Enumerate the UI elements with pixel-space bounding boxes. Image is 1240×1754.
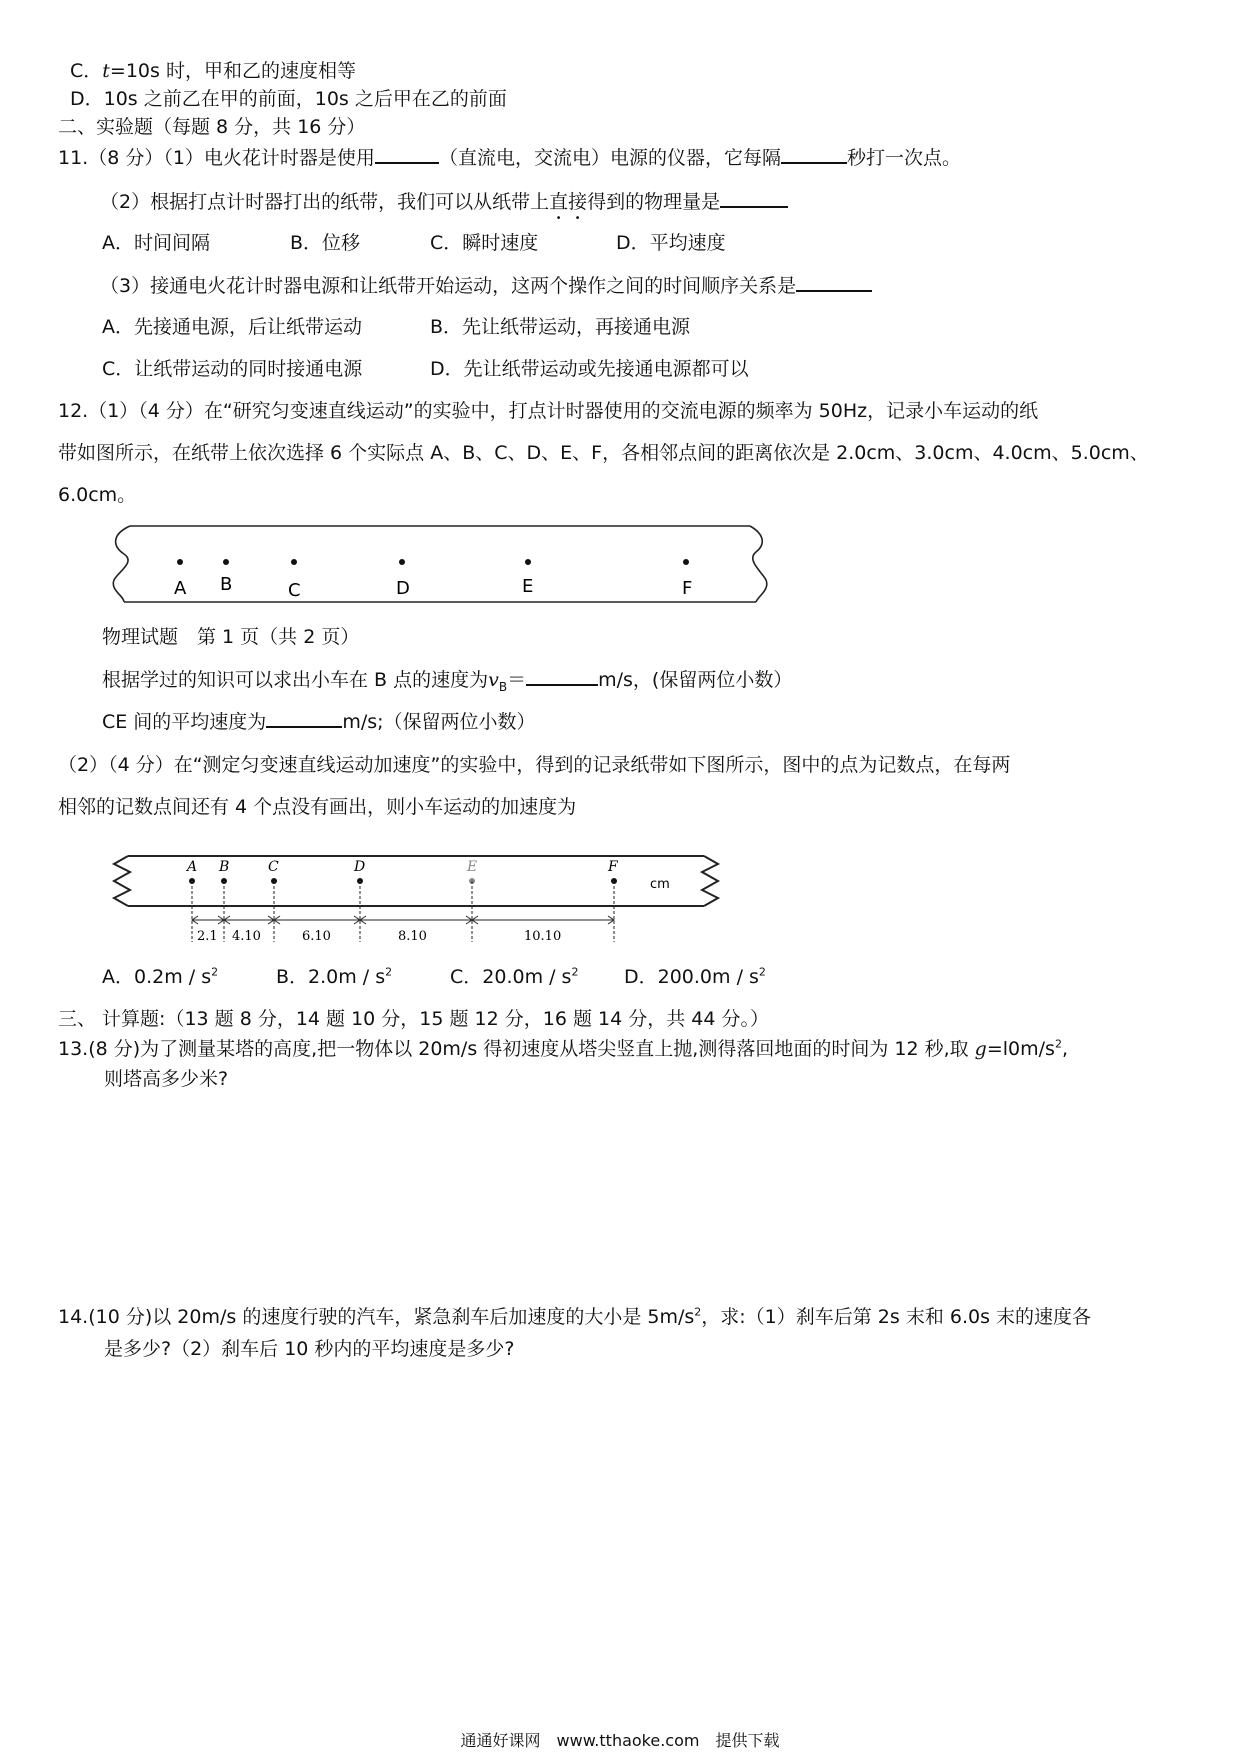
- page-note: 物理试题 第 1 页（共 2 页）: [102, 626, 360, 648]
- q12-ce-line: CE 间的平均速度为 m/s;（保留两位小数）: [102, 708, 536, 735]
- q11-p3-option-a[interactable]: A．先接通电源，后让纸带运动: [102, 316, 362, 338]
- q14-line2: 是多少?（2）刹车后 10 秒内的平均速度是多少?: [104, 1338, 515, 1360]
- distance-label: 6.10: [302, 929, 331, 944]
- q12-option-c[interactable]: C．$20.0m / s^2$: [450, 965, 579, 988]
- tape-label: B: [219, 859, 230, 875]
- q11-part3: （3）接通电火花计时器电源和让纸带开始运动，这两个操作之间的时间顺序关系是: [100, 272, 872, 299]
- q11-option-c[interactable]: C．瞬时速度: [430, 232, 539, 254]
- q12-p1-line1: 12.（1）（4 分）在“研究匀变速直线运动”的实验中，打点计时器使用的交流电源的频率为 50Hz，记录小车运动的纸: [58, 400, 1039, 422]
- q12-p1-line3: 6.0cm。: [58, 484, 137, 506]
- tape-label: D: [354, 859, 366, 875]
- q11-part1: 11.（8 分）（1）电火花计时器是使用 （直流电，交流电）电源的仪器，它每隔 秒打一次点。: [58, 144, 961, 171]
- distance-label: 4.10: [232, 929, 261, 944]
- unit-label: cm: [650, 877, 670, 892]
- distance-label: 10.10: [524, 929, 562, 944]
- tape-label: F: [682, 578, 693, 599]
- option-d-prev: D．10s 之前乙在甲的前面，10s 之后甲在乙的前面: [70, 88, 507, 110]
- q14-line1: 14.(10 分)以 20m/s 的速度行驶的汽车，紧急刹车后加速度的大小是 $5m/s^2$，求:（1）刹车后第 2s 末和 6.0s 末的速度各: [58, 1305, 1092, 1328]
- page-footer: 通通好课网 www.tthaoke.com 提供下载: [460, 1731, 780, 1750]
- q12-p1-line2: 带如图所示，在纸带上依次选择 6 个实际点 A、B、C、D、E、F，各相邻点间的距离依次是 2.0cm、3.0cm、4.0cm、5.0cm、: [58, 442, 1149, 464]
- distance-label: 8.10: [398, 929, 427, 944]
- tape-label: C: [268, 859, 279, 875]
- q12-p2-line1: （2）（4 分）在“测定匀变速直线运动加速度”的实验中，得到的记录纸带如下图所示，图中的点为记数点，在每两: [58, 754, 1011, 776]
- section-3-title: 三、 计算题:（13 题 8 分，14 题 10 分，15 题 12 分，16 题 14 分，共 44 分。）: [58, 1008, 769, 1030]
- tape-dot: [291, 559, 297, 565]
- tape-dot: [525, 559, 531, 565]
- answer-blank[interactable]: [266, 708, 342, 728]
- emphasis-text: 直接: [549, 191, 588, 213]
- q12-vb-line: 根据学过的知识可以求出小车在 B 点的速度为$v_B= m/s$，(保留两位小数）: [102, 666, 792, 693]
- distance-label: 2.1: [197, 929, 218, 944]
- q12-option-a[interactable]: A．$0.2m / s^2$: [102, 965, 219, 988]
- q11-p3-option-c[interactable]: C．让纸带运动的同时接通电源: [102, 358, 363, 380]
- section-2-title: 二、实验题（每题 8 分，共 16 分）: [58, 116, 366, 138]
- answer-blank[interactable]: [781, 144, 847, 164]
- tape-label: B: [220, 574, 233, 595]
- tape-dot: [177, 559, 183, 565]
- tape-label: D: [396, 578, 410, 599]
- tape-label: C: [288, 580, 301, 601]
- answer-blank[interactable]: [720, 188, 788, 208]
- tape-label: A: [187, 859, 198, 875]
- tape-label: A: [174, 578, 187, 599]
- paper-tape-figure-1: [110, 520, 770, 610]
- q12-option-b[interactable]: B．$2.0m / s^2$: [276, 965, 393, 988]
- q12-option-d[interactable]: D．$200.0m / s^2$: [624, 965, 766, 988]
- tape-dot: [223, 559, 229, 565]
- q12-p2-line2: 相邻的记数点间还有 4 个点没有画出，则小车运动的加速度为: [58, 796, 577, 818]
- tape-label: E: [467, 859, 478, 875]
- tape-label: F: [608, 859, 618, 875]
- q11-option-d[interactable]: D．平均速度: [616, 232, 726, 254]
- option-c-prev: C．t=10s 时，甲和乙的速度相等: [70, 60, 356, 82]
- q13-line1: 13.(8 分)为了测量某塔的高度,把一物体以 20m/s 得初速度从塔尖竖直上抛,测得落回地面的时间为 12 秒,取 $g=l0m/s^2$,: [58, 1037, 1068, 1060]
- q11-option-b[interactable]: B．位移: [290, 232, 361, 254]
- q11-p3-option-d[interactable]: D．先让纸带运动或先接通电源都可以: [430, 358, 749, 380]
- tape-label: E: [522, 576, 534, 597]
- q11-p3-option-b[interactable]: B．先让纸带运动，再接通电源: [430, 316, 691, 338]
- answer-blank[interactable]: [526, 666, 598, 686]
- answer-blank[interactable]: [796, 272, 872, 292]
- tape-dot: [399, 559, 405, 565]
- q11-part2: （2）根据打点计时器打出的纸带，我们可以从纸带上直接得到的物理量是: [100, 188, 788, 224]
- q13-line2: 则塔高多少米?: [104, 1068, 229, 1090]
- q11-option-a[interactable]: A．时间间隔: [102, 232, 210, 254]
- tape-dot: [683, 559, 689, 565]
- answer-blank[interactable]: [375, 144, 439, 164]
- paper-tape-figure-2: [112, 850, 722, 950]
